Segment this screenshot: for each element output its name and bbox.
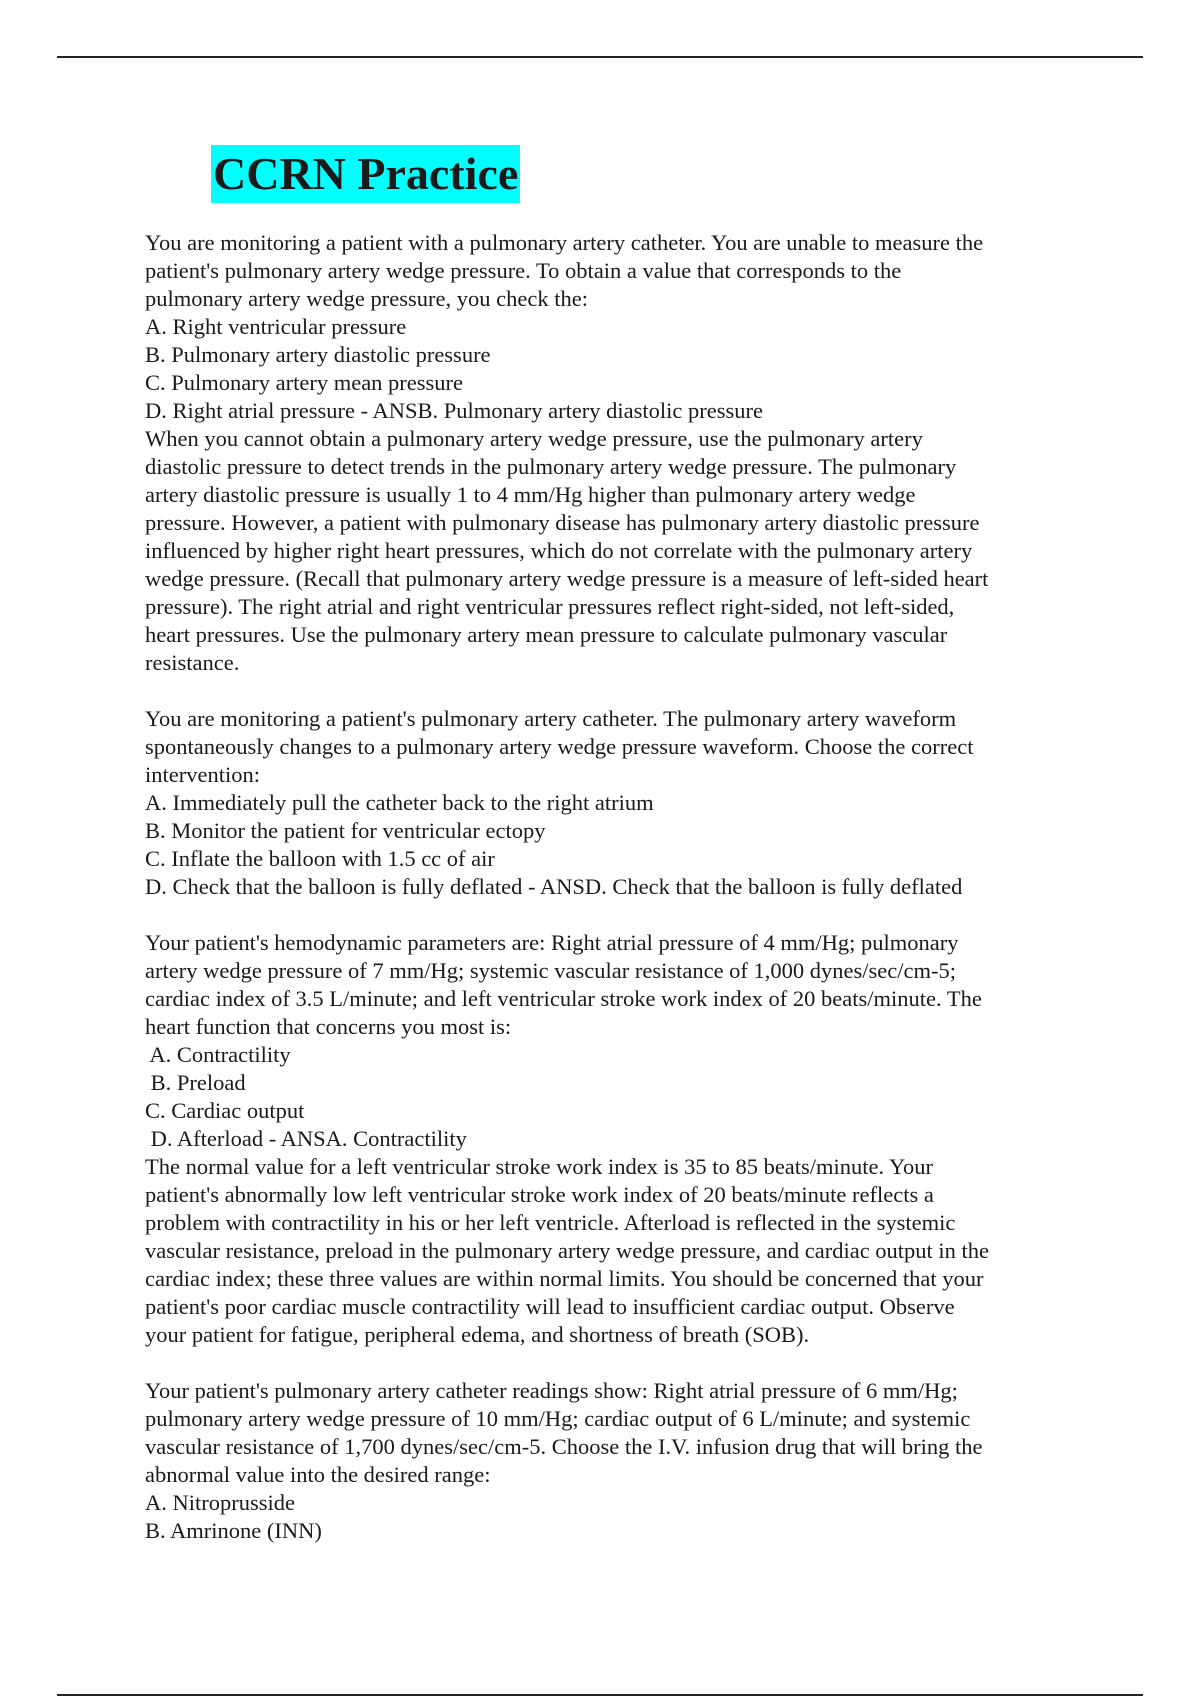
paragraph-gap	[145, 1349, 1075, 1377]
bottom-rule	[57, 1694, 1143, 1696]
text-line: cardiac index; these three values are within normal limits. You should be concerned that your	[145, 1266, 984, 1291]
text-line: artery wedge pressure of 7 mm/Hg; systemic vascular resistance of 1,000 dynes/sec/cm-5;	[145, 958, 956, 983]
top-rule	[57, 56, 1143, 58]
text-line: pulmonary artery wedge pressure, you check the:	[145, 286, 588, 311]
text-line: A. Contractility	[145, 1042, 291, 1067]
text-line: A. Immediately pull the catheter back to the right atrium	[145, 790, 654, 815]
text-line: You are monitoring a patient's pulmonary artery catheter. The pulmonary artery waveform	[145, 706, 957, 731]
text-line: C. Inflate the balloon with 1.5 cc of air	[145, 846, 495, 871]
text-line: wedge pressure. (Recall that pulmonary artery wedge pressure is a measure of left-sided heart	[145, 566, 989, 591]
text-line: B. Pulmonary artery diastolic pressure	[145, 342, 491, 367]
text-line: diastolic pressure to detect trends in the pulmonary artery wedge pressure. The pulmonary	[145, 454, 957, 479]
text-line: resistance.	[145, 650, 240, 675]
text-line: spontaneously changes to a pulmonary artery wedge pressure waveform. Choose the correct	[145, 734, 974, 759]
text-line: vascular resistance of 1,700 dynes/sec/cm-5. Choose the I.V. infusion drug that will bring the	[145, 1434, 983, 1459]
question-block	[145, 929, 1075, 1349]
text-line: The normal value for a left ventricular stroke work index is 35 to 85 beats/minute. Your	[145, 1154, 933, 1179]
text-line: patient's poor cardiac muscle contractility will lead to insufficient cardiac output. Observe	[145, 1294, 955, 1319]
text-line: C. Pulmonary artery mean pressure	[145, 370, 464, 395]
text-line: heart function that concerns you most is:	[145, 1014, 512, 1039]
text-line: B. Monitor the patient for ventricular ectopy	[145, 818, 546, 843]
text-line: A. Right ventricular pressure	[145, 314, 407, 339]
text-line: B. Preload	[145, 1070, 246, 1095]
text-line: B. Amrinone (INN)	[145, 1518, 322, 1543]
text-line: cardiac index of 3.5 L/minute; and left ventricular stroke work index of 20 beats/minute. The	[145, 986, 982, 1011]
paragraph-gap	[145, 901, 1075, 929]
text-line: A. Nitroprusside	[145, 1490, 295, 1515]
text-line: D. Right atrial pressure - ANSB. Pulmonary artery diastolic pressure	[145, 398, 764, 423]
text-line: influenced by higher right heart pressures, which do not correlate with the pulmonary artery	[145, 538, 973, 563]
text-line: problem with contractility in his or her left ventricle. Afterload is reflected in the systemic	[145, 1210, 956, 1235]
text-line: Your patient's pulmonary artery catheter readings show: Right atrial pressure of 6 mm/Hg;	[145, 1378, 958, 1403]
text-line: vascular resistance, preload in the pulmonary artery wedge pressure, and cardiac output in the	[145, 1238, 990, 1263]
text-line: You are monitoring a patient with a pulmonary artery catheter. You are unable to measure the	[145, 230, 984, 255]
text-line: pressure. However, a patient with pulmonary disease has pulmonary artery diastolic pressure	[145, 510, 980, 535]
text-line: D. Check that the balloon is fully deflated - ANSD. Check that the balloon is fully deflated	[145, 874, 963, 899]
question-block	[145, 229, 1075, 677]
text-line: patient's abnormally low left ventricular stroke work index of 20 beats/minute reflects a	[145, 1182, 934, 1207]
text-line: Your patient's hemodynamic parameters are: Right atrial pressure of 4 mm/Hg; pulmonary	[145, 930, 959, 955]
text-line: your patient for fatigue, peripheral edema, and shortness of breath (SOB).	[145, 1322, 810, 1347]
text-line: patient's pulmonary artery wedge pressure. To obtain a value that corresponds to the	[145, 258, 902, 283]
paragraph-gap	[145, 677, 1075, 705]
text-line: heart pressures. Use the pulmonary artery mean pressure to calculate pulmonary vascular	[145, 622, 948, 647]
question-block	[145, 1377, 1075, 1545]
text-line: pulmonary artery wedge pressure of 10 mm/Hg; cardiac output of 6 L/minute; and systemic	[145, 1406, 971, 1431]
text-line: C. Cardiac output	[145, 1098, 305, 1123]
text-line: When you cannot obtain a pulmonary artery wedge pressure, use the pulmonary artery	[145, 426, 923, 451]
title-block	[211, 145, 520, 203]
text-line: artery diastolic pressure is usually 1 to 4 mm/Hg higher than pulmonary artery wedge	[145, 482, 916, 507]
text-line: D. Afterload - ANSA. Contractility	[145, 1126, 467, 1151]
question-block	[145, 705, 1075, 901]
text-line: pressure). The right atrial and right ventricular pressures reflect right-sided, not left-sided,	[145, 594, 955, 619]
text-line: abnormal value into the desired range:	[145, 1462, 491, 1487]
page-title: CCRN Practice	[211, 145, 520, 203]
text-line: intervention:	[145, 762, 260, 787]
document-body	[145, 229, 1075, 1545]
